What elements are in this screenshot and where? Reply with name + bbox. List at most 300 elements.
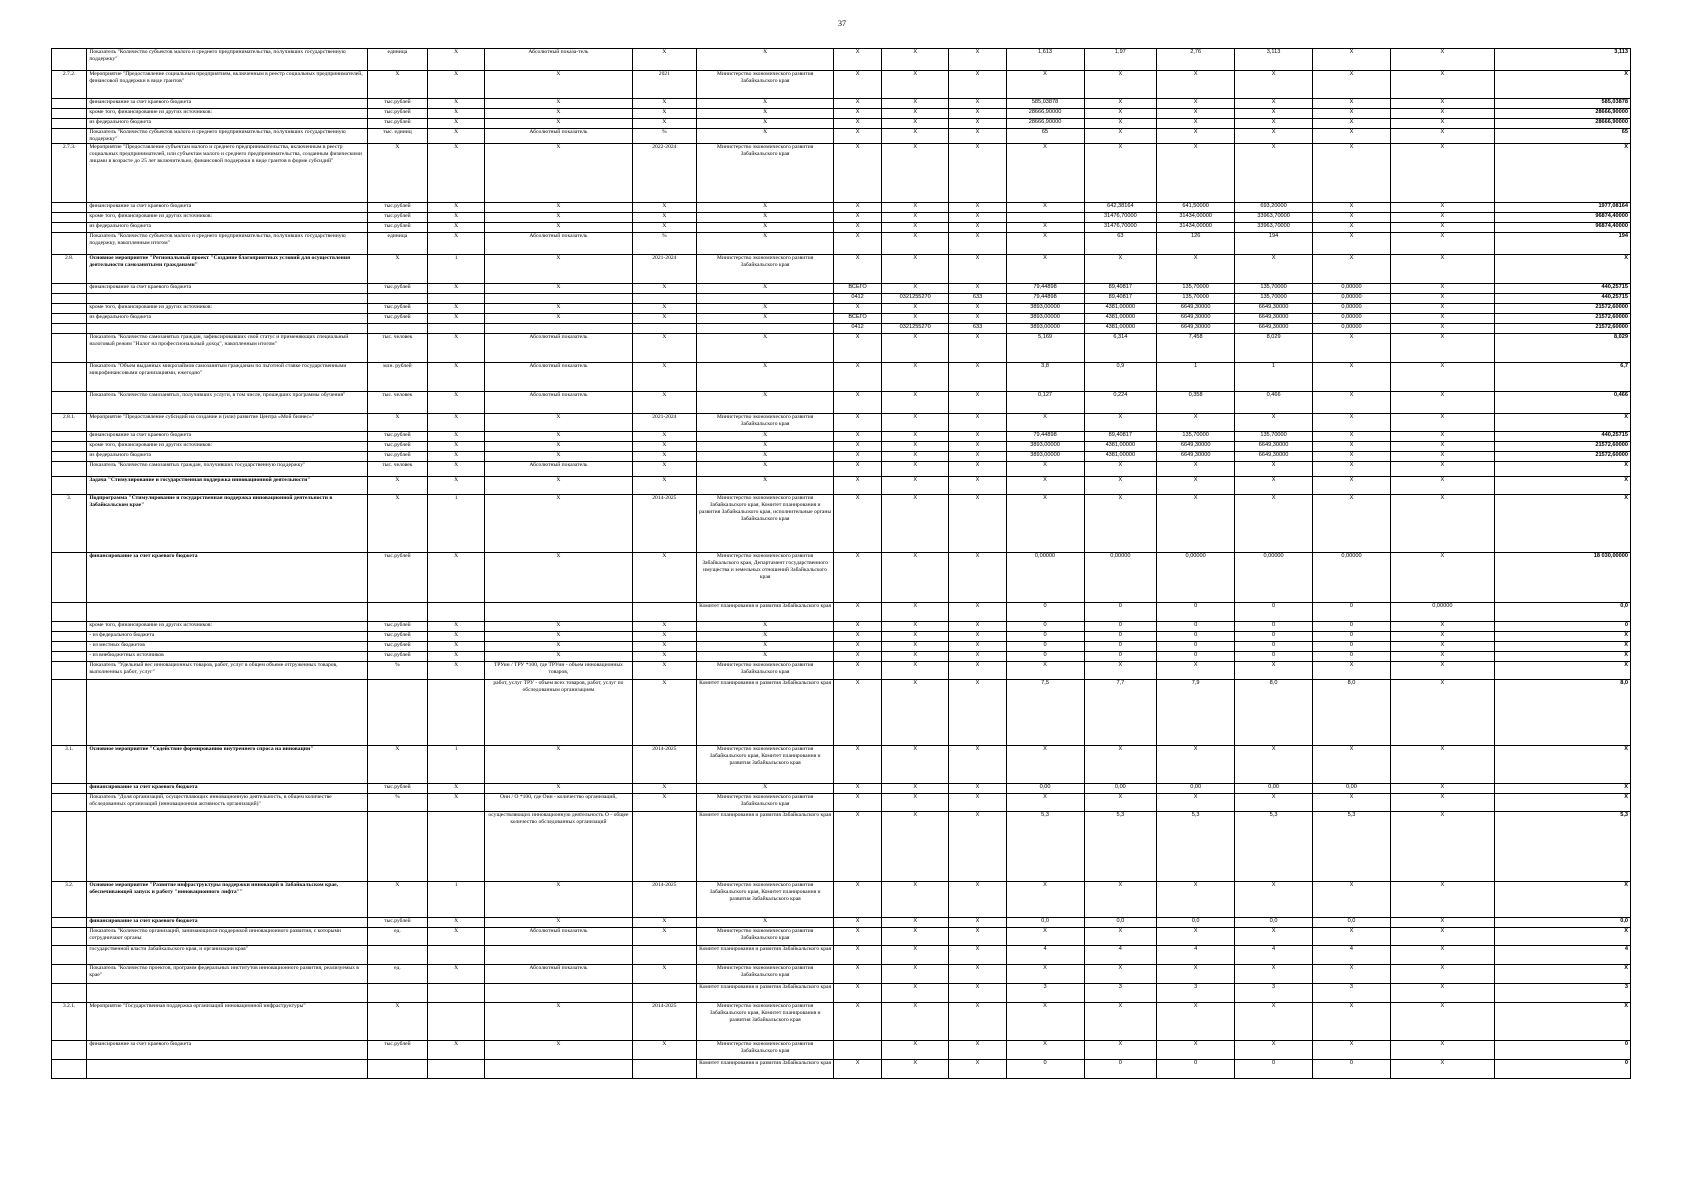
cell-value: X	[1235, 477, 1313, 495]
cell-value: 3	[1235, 984, 1313, 1003]
cell-value: 89,40817	[1084, 294, 1157, 304]
cell-value: X	[1390, 119, 1494, 129]
cell-param: X	[428, 642, 485, 652]
cell-period: X	[632, 784, 696, 794]
cell-unit: тыс.рублей	[367, 652, 427, 662]
cell-value: X	[1084, 99, 1157, 109]
page-number: 37	[838, 19, 846, 28]
cell-value: 0412	[834, 324, 882, 334]
cell-value: 5,3	[1006, 812, 1084, 882]
cell-period	[632, 812, 696, 882]
cell-number	[52, 652, 87, 662]
cell-value: X	[949, 1003, 1006, 1041]
cell-value: 28666,90000	[1006, 119, 1084, 129]
cell-executor: Министерство экономического развития Забайкальского края	[697, 928, 834, 946]
cell-formula: Абсолютный показа-тель	[485, 49, 633, 71]
cell-value: 0321255270	[881, 324, 949, 334]
cell-number	[52, 99, 87, 109]
cell-value: X	[834, 442, 882, 452]
cell-value: 3	[1084, 984, 1157, 1003]
cell-param: X	[428, 462, 485, 477]
cell-name: кроме того, финансирование из других источников:	[87, 304, 367, 314]
cell-value: X	[1313, 392, 1391, 414]
cell-value: 4381,00000	[1084, 452, 1157, 462]
cell-param: X	[428, 71, 485, 99]
cell-value: X	[1390, 304, 1494, 314]
cell-value: X	[1235, 255, 1313, 284]
cell-formula: Абсолютный показатель	[485, 928, 633, 946]
cell-formula: X	[485, 99, 633, 109]
cell-value: 4381,00000	[1084, 314, 1157, 324]
cell-period	[632, 324, 696, 334]
cell-value: X	[1006, 477, 1084, 495]
cell-value: 0	[1235, 1060, 1313, 1079]
table-row	[52, 392, 1631, 414]
cell-value: X	[1390, 203, 1494, 213]
cell-param: 1	[428, 882, 485, 918]
cell-value: X	[834, 71, 882, 99]
cell-value: X	[1006, 255, 1084, 284]
cell-value: X	[1313, 71, 1391, 99]
cell-unit	[367, 294, 427, 304]
cell-value: 3893,00000	[1006, 324, 1084, 334]
cell-value: 7,458	[1157, 334, 1235, 363]
cell-period: X	[632, 432, 696, 442]
cell-number: 3.2.	[52, 882, 87, 918]
cell-value: X	[1390, 984, 1494, 1003]
cell-unit: тыс.рублей	[367, 442, 427, 452]
table-row	[52, 965, 1631, 984]
cell-unit: тыс. человек	[367, 334, 427, 363]
cell-param: X	[428, 965, 485, 984]
cell-value: X	[834, 794, 882, 812]
cell-value: 126	[1157, 233, 1235, 255]
cell-param	[428, 984, 485, 1003]
cell-value: X	[1390, 414, 1494, 432]
cell-value: 0,00000	[1313, 284, 1391, 294]
cell-value: X	[949, 746, 1006, 784]
cell-value: X	[1494, 662, 1630, 680]
cell-value: X	[949, 284, 1006, 294]
cell-value: 63	[1084, 233, 1157, 255]
table-row	[52, 984, 1631, 1003]
cell-value: X	[834, 1060, 882, 1079]
cell-name: кроме того, финансирование из других источников:	[87, 213, 367, 223]
cell-unit: тыс.рублей	[367, 632, 427, 642]
cell-value: X	[834, 965, 882, 984]
table-row	[52, 223, 1631, 233]
cell-formula: X	[485, 71, 633, 99]
cell-value: X	[949, 662, 1006, 680]
cell-executor: X	[697, 109, 834, 119]
cell-name: из федерального бюджета	[87, 452, 367, 462]
cell-param: 1	[428, 746, 485, 784]
cell-value: X	[1084, 662, 1157, 680]
cell-name: Подпрограмма "Стимулирование и государственная поддержка инновационной деятельности в Забайкальском крае"	[87, 495, 367, 553]
cell-executor: Министерство экономического развития Забайкальского края, Комитет планирования и развития Забайкальского края	[697, 1003, 834, 1041]
cell-value: X	[834, 632, 882, 642]
cell-value: X	[834, 213, 882, 223]
cell-param	[428, 1003, 485, 1041]
cell-formula: X	[485, 442, 633, 452]
cell-value: X	[1157, 129, 1235, 144]
cell-executor: X	[697, 477, 834, 495]
cell-unit: тыс. человек	[367, 462, 427, 477]
cell-value: X	[1006, 746, 1084, 784]
cell-value: X	[834, 452, 882, 462]
cell-value: X	[1390, 495, 1494, 553]
table-row	[52, 1041, 1631, 1060]
cell-value: X	[881, 432, 949, 442]
cell-value: X	[1313, 203, 1391, 213]
cell-unit: тыс.рублей	[367, 622, 427, 632]
cell-value: X	[1313, 882, 1391, 918]
cell-unit	[367, 984, 427, 1003]
cell-formula: Абсолютный показатель	[485, 233, 633, 255]
cell-param: X	[428, 49, 485, 71]
cell-value: 0,00000	[1157, 553, 1235, 603]
cell-param: X	[428, 918, 485, 928]
cell-value: X	[1084, 882, 1157, 918]
cell-value: X	[834, 392, 882, 414]
cell-value: X	[949, 432, 1006, 442]
cell-formula: X	[485, 119, 633, 129]
cell-value: X	[881, 129, 949, 144]
cell-value: 4	[1084, 946, 1157, 965]
cell-number	[52, 223, 87, 233]
cell-value: X	[1494, 642, 1630, 652]
cell-number	[52, 553, 87, 603]
cell-name: финансирование за счет краевого бюджета	[87, 432, 367, 442]
cell-number	[52, 284, 87, 294]
cell-value: 3	[1313, 984, 1391, 1003]
cell-period: X	[632, 442, 696, 452]
cell-value: X	[1390, 71, 1494, 99]
cell-param: 1	[428, 495, 485, 553]
cell-name: кроме того, финансирование из других источников:	[87, 622, 367, 632]
cell-name: Мероприятие "Государственная поддержка организаций инновационной инфраструктуры"	[87, 1003, 367, 1041]
cell-value: 0,00000	[1313, 304, 1391, 314]
cell-value: X	[834, 363, 882, 392]
cell-period: X	[632, 965, 696, 984]
cell-name: кроме того, финансирование из других источников:	[87, 109, 367, 119]
cell-value: 5,3	[1494, 812, 1630, 882]
cell-formula: X	[485, 304, 633, 314]
cell-value: X	[949, 71, 1006, 99]
cell-value: 0	[1157, 603, 1235, 622]
cell-value: X	[834, 255, 882, 284]
cell-executor: X	[697, 233, 834, 255]
cell-value: 0	[1006, 632, 1084, 642]
cell-value: X	[1235, 965, 1313, 984]
cell-value: 1,613	[1006, 49, 1084, 71]
cell-value: X	[1235, 119, 1313, 129]
cell-value: 79,44898	[1006, 432, 1084, 442]
cell-value: 0,00000	[1006, 553, 1084, 603]
cell-formula: X	[485, 1041, 633, 1060]
cell-formula: ТРУин / ТРУ *100, где ТРУин - объем инновационных товаров,	[485, 662, 633, 680]
cell-value: X	[1494, 632, 1630, 642]
cell-value: X	[881, 314, 949, 324]
cell-param: X	[428, 334, 485, 363]
cell-value: X	[1006, 965, 1084, 984]
cell-number	[52, 324, 87, 334]
cell-value: X	[881, 144, 949, 203]
cell-value: 79,44898	[1006, 284, 1084, 294]
cell-value: X	[1494, 144, 1630, 203]
cell-value: 3	[1494, 984, 1630, 1003]
table-row	[52, 746, 1631, 784]
cell-value: 4381,00000	[1084, 304, 1157, 314]
cell-param	[428, 812, 485, 882]
cell-number	[52, 622, 87, 632]
cell-formula: X	[485, 918, 633, 928]
cell-value: 0	[1157, 652, 1235, 662]
cell-value: X	[834, 334, 882, 363]
table-row	[52, 452, 1631, 462]
cell-executor	[697, 324, 834, 334]
cell-number	[52, 49, 87, 71]
cell-value: 440,25715	[1494, 294, 1630, 304]
cell-value: X	[834, 99, 882, 109]
cell-number: 2.7.3.	[52, 144, 87, 203]
cell-value: X	[1494, 462, 1630, 477]
cell-formula	[485, 984, 633, 1003]
cell-value: 0,00	[1006, 784, 1084, 794]
cell-param: X	[428, 632, 485, 642]
cell-value: 0,00000	[1313, 324, 1391, 334]
cell-name: Показатель "Объем выданных микрозаймов самозанятым гражданам по льготной ставке государственными микрофинансовыми организациями, ежегодно"	[87, 363, 367, 392]
cell-value: X	[1084, 477, 1157, 495]
cell-value: 693,20000	[1235, 203, 1313, 213]
cell-value: X	[1390, 144, 1494, 203]
cell-period: X	[632, 642, 696, 652]
table-row	[52, 314, 1631, 324]
cell-value: X	[1313, 223, 1391, 233]
cell-param	[428, 324, 485, 334]
cell-value: X	[881, 794, 949, 812]
cell-param: X	[428, 129, 485, 144]
cell-value: 18 030,00000	[1494, 553, 1630, 603]
cell-formula: X	[485, 452, 633, 462]
cell-formula: X	[485, 622, 633, 632]
cell-value: X	[1084, 746, 1157, 784]
cell-value: X	[1390, 109, 1494, 119]
cell-name: из федерального бюджета	[87, 223, 367, 233]
cell-value: X	[881, 652, 949, 662]
cell-value: X	[1313, 432, 1391, 442]
cell-value: 0,9	[1084, 363, 1157, 392]
cell-value: X	[1390, 918, 1494, 928]
cell-number	[52, 680, 87, 746]
cell-value: ВСЕГО	[834, 314, 882, 324]
cell-period: X	[632, 363, 696, 392]
cell-value: X	[1390, 452, 1494, 462]
cell-value: 0	[1313, 632, 1391, 642]
cell-value: X	[1313, 794, 1391, 812]
cell-value: X	[834, 680, 882, 746]
cell-name: Задача "Стимулирование и государственная поддержка инновационной деятельности"	[87, 477, 367, 495]
cell-value: X	[1157, 144, 1235, 203]
cell-value: X	[1157, 1003, 1235, 1041]
cell-number: 2.7.2.	[52, 71, 87, 99]
cell-unit: тыс.рублей	[367, 452, 427, 462]
cell-formula	[485, 294, 633, 304]
cell-value: 5,3	[1084, 812, 1157, 882]
cell-value: X	[1235, 794, 1313, 812]
cell-name: Основное мероприятие "Региональный проект "Создание благоприятных условий для осуществления деятельности самозанятыми гражданами"	[87, 255, 367, 284]
cell-param: X	[428, 414, 485, 432]
cell-value: 28666,90000	[1494, 109, 1630, 119]
cell-period: X	[632, 652, 696, 662]
cell-value: X	[881, 284, 949, 294]
cell-param: X	[428, 223, 485, 233]
cell-param: X	[428, 662, 485, 680]
cell-value: 5,3	[1313, 812, 1391, 882]
cell-value: X	[881, 632, 949, 642]
cell-unit: X	[367, 144, 427, 203]
cell-value: 96874,40000	[1494, 213, 1630, 223]
cell-value: X	[881, 213, 949, 223]
cell-param	[428, 603, 485, 622]
cell-value: 4	[1157, 946, 1235, 965]
cell-number: 3.	[52, 495, 87, 553]
cell-value: X	[834, 144, 882, 203]
cell-value: X	[1157, 119, 1235, 129]
cell-value: 0,00	[1235, 784, 1313, 794]
cell-value: 96874,40000	[1494, 223, 1630, 233]
cell-value: 0	[1157, 632, 1235, 642]
cell-value: 8,0	[1494, 680, 1630, 746]
cell-name: финансирование за счет краевого бюджета	[87, 553, 367, 603]
cell-value: X	[881, 918, 949, 928]
cell-value: 0	[1084, 652, 1157, 662]
cell-formula: X	[485, 213, 633, 223]
table-row	[52, 462, 1631, 477]
cell-executor: X	[697, 462, 834, 477]
cell-value: 3,113	[1235, 49, 1313, 71]
cell-value: 3,8	[1006, 363, 1084, 392]
table-row	[52, 495, 1631, 553]
cell-value: X	[1390, 784, 1494, 794]
cell-value: X	[834, 233, 882, 255]
cell-value: X	[1235, 71, 1313, 99]
cell-param	[428, 1060, 485, 1079]
cell-name: Основное мероприятие "Развитие инфраструктуры поддержки инноваций в Забайкальском крае, обеспечивающей запуск и работу "инновационного лифта""	[87, 882, 367, 918]
cell-executor: X	[697, 622, 834, 632]
cell-value: X	[1235, 662, 1313, 680]
cell-value: X	[1494, 71, 1630, 99]
cell-value: X	[1235, 1041, 1313, 1060]
cell-name: Основное мероприятие "Содействие формированию внутреннего спроса на инновации"	[87, 746, 367, 784]
cell-value: X	[881, 553, 949, 603]
cell-value: 65	[1006, 129, 1084, 144]
cell-value: X	[949, 109, 1006, 119]
cell-value: 7,5	[1006, 680, 1084, 746]
cell-value: X	[1235, 129, 1313, 144]
cell-number	[52, 392, 87, 414]
cell-name: финансирование за счет краевого бюджета	[87, 99, 367, 109]
cell-value: X	[949, 442, 1006, 452]
cell-value: 7,7	[1084, 680, 1157, 746]
cell-value: X	[1313, 495, 1391, 553]
cell-unit: тыс.рублей	[367, 284, 427, 294]
cell-number	[52, 213, 87, 223]
cell-unit: тыс.рублей	[367, 432, 427, 442]
cell-value: X	[949, 414, 1006, 432]
cell-value: X	[881, 984, 949, 1003]
cell-number	[52, 294, 87, 304]
cell-executor: X	[697, 652, 834, 662]
cell-value: X	[834, 642, 882, 652]
cell-value: 633	[949, 294, 1006, 304]
cell-value: X	[949, 946, 1006, 965]
cell-value: X	[834, 414, 882, 432]
cell-value: X	[881, 49, 949, 71]
cell-formula: X	[485, 284, 633, 294]
cell-value: 6649,30000	[1157, 442, 1235, 452]
cell-unit: тыс.рублей	[367, 213, 427, 223]
cell-name: Показатель "Доля организаций, осуществляющих инновационную деятельность, в общем количестве обследованных организаций (инновационная активность организаций)"	[87, 794, 367, 812]
cell-value: X	[834, 304, 882, 314]
cell-param: X	[428, 432, 485, 442]
cell-value: X	[881, 746, 949, 784]
cell-number: 2.8.	[52, 255, 87, 284]
table-row	[52, 255, 1631, 284]
cell-period: X	[632, 632, 696, 642]
cell-period: 2014-2025	[632, 746, 696, 784]
cell-value: 5,3	[1235, 812, 1313, 882]
cell-value: X	[834, 432, 882, 442]
cell-formula: X	[485, 746, 633, 784]
cell-value: X	[1494, 495, 1630, 553]
cell-unit: тыс.рублей	[367, 119, 427, 129]
cell-value: X	[949, 203, 1006, 213]
cell-value: X	[881, 442, 949, 452]
cell-value: 0	[1006, 622, 1084, 632]
cell-unit: тыс.рублей	[367, 314, 427, 324]
cell-value	[834, 1041, 882, 1060]
cell-value: X	[1235, 462, 1313, 477]
cell-value: 0,00000	[1084, 553, 1157, 603]
cell-executor: X	[697, 432, 834, 442]
cell-name: государственной власти Забайкальского края, и организации края"	[87, 946, 367, 965]
cell-value: X	[1494, 1003, 1630, 1041]
cell-value: X	[1494, 414, 1630, 432]
cell-value: X	[834, 109, 882, 119]
cell-value: X	[881, 203, 949, 213]
cell-value: 0	[1494, 1041, 1630, 1060]
cell-value: X	[834, 462, 882, 477]
cell-value: X	[1494, 746, 1630, 784]
cell-value: X	[1390, 324, 1494, 334]
cell-unit: тыс.рублей	[367, 223, 427, 233]
cell-value: X	[881, 495, 949, 553]
cell-value: X	[1494, 965, 1630, 984]
cell-name: Показатель "Количество проектов, программ федеральных институтов инновационного развития, реализуемых в крае"	[87, 965, 367, 984]
table-row	[52, 324, 1631, 334]
cell-value: X	[834, 477, 882, 495]
cell-number	[52, 334, 87, 363]
cell-value: 21572,60000	[1494, 314, 1630, 324]
cell-value: 0,127	[1006, 392, 1084, 414]
table-row	[52, 603, 1631, 622]
cell-period: 2022-2024	[632, 144, 696, 203]
table-row	[52, 918, 1631, 928]
cell-value: 0	[1313, 1060, 1391, 1079]
cell-value: X	[1235, 882, 1313, 918]
cell-number: 3.1.	[52, 746, 87, 784]
